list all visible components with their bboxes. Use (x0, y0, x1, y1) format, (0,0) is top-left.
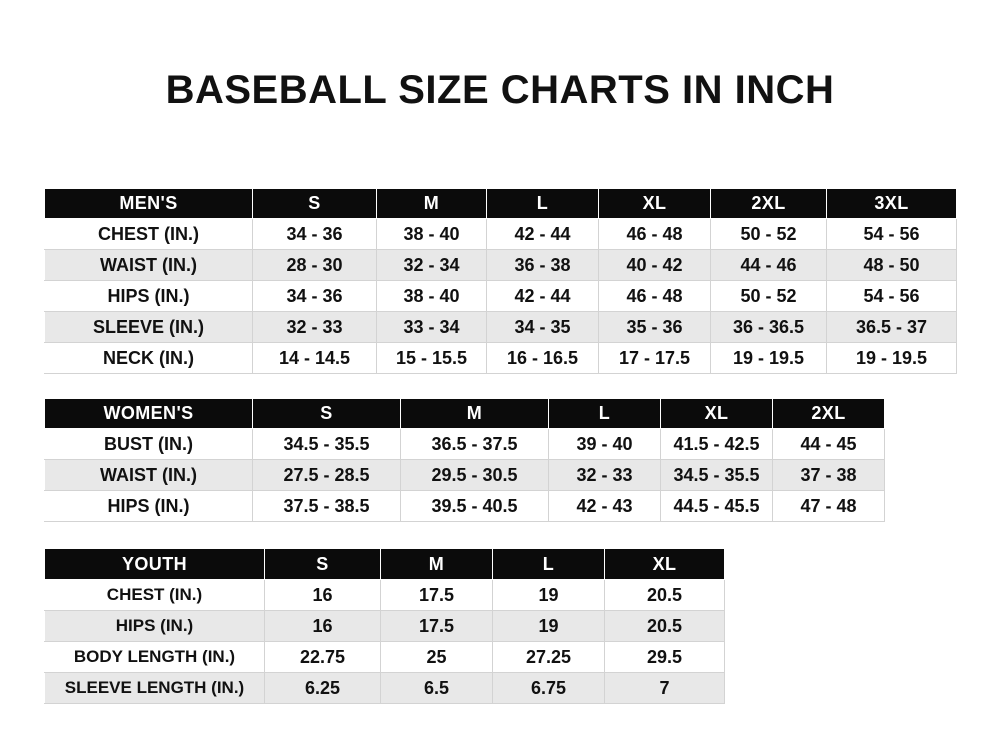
cell: 19 (493, 611, 605, 642)
column-header-2xl: 2XL (711, 189, 827, 219)
cell: 46 - 48 (599, 219, 711, 250)
cell: 37.5 - 38.5 (253, 491, 401, 522)
table-row (45, 429, 885, 460)
table-row (45, 611, 725, 642)
cell: 54 - 56 (827, 281, 957, 312)
table-header-row (45, 399, 885, 429)
cell: 42 - 44 (487, 281, 599, 312)
cell: 27.5 - 28.5 (253, 460, 401, 491)
mens-size-chart (44, 188, 957, 374)
cell: 20.5 (605, 580, 725, 611)
cell: 42 - 43 (549, 491, 661, 522)
cell: 32 - 33 (549, 460, 661, 491)
column-header-m: M (401, 399, 549, 429)
cell: 34 - 36 (253, 281, 377, 312)
cell: 28 - 30 (253, 250, 377, 281)
row-label: CHEST (IN.) (45, 219, 253, 250)
column-header-s: S (265, 549, 381, 580)
column-header-xl: XL (605, 549, 725, 580)
cell: 50 - 52 (711, 219, 827, 250)
row-label: WAIST (IN.) (45, 460, 253, 491)
cell: 34 - 36 (253, 219, 377, 250)
cell: 54 - 56 (827, 219, 957, 250)
cell: 16 (265, 580, 381, 611)
cell: 41.5 - 42.5 (661, 429, 773, 460)
row-label: HIPS (IN.) (45, 491, 253, 522)
cell: 7 (605, 673, 725, 704)
row-label: BODY LENGTH (IN.) (45, 642, 265, 673)
column-header-m: M (381, 549, 493, 580)
column-header-l: L (487, 189, 599, 219)
cell: 34.5 - 35.5 (253, 429, 401, 460)
cell: 50 - 52 (711, 281, 827, 312)
column-header-xl: XL (599, 189, 711, 219)
table-row (45, 491, 885, 522)
cell: 19 - 19.5 (827, 343, 957, 374)
cell: 37 - 38 (773, 460, 885, 491)
cell: 6.5 (381, 673, 493, 704)
cell: 36 - 36.5 (711, 312, 827, 343)
page-title: BASEBALL SIZE CHARTS IN INCH (165, 68, 835, 112)
column-header-s: S (253, 189, 377, 219)
cell: 47 - 48 (773, 491, 885, 522)
table-row (45, 580, 725, 611)
cell: 42 - 44 (487, 219, 599, 250)
table-row (45, 312, 957, 343)
cell: 39.5 - 40.5 (401, 491, 549, 522)
column-header-xl: XL (661, 399, 773, 429)
cell: 34.5 - 35.5 (661, 460, 773, 491)
cell: 29.5 - 30.5 (401, 460, 549, 491)
cell: 16 - 16.5 (487, 343, 599, 374)
row-label: BUST (IN.) (45, 429, 253, 460)
row-label: HIPS (IN.) (45, 611, 265, 642)
row-label: WAIST (IN.) (45, 250, 253, 281)
cell: 44.5 - 45.5 (661, 491, 773, 522)
table-row (45, 343, 957, 374)
table-row (45, 642, 725, 673)
cell: 46 - 48 (599, 281, 711, 312)
cell: 40 - 42 (599, 250, 711, 281)
table-row (45, 219, 957, 250)
cell: 38 - 40 (377, 281, 487, 312)
column-header-2xl: 2XL (773, 399, 885, 429)
row-label: CHEST (IN.) (45, 580, 265, 611)
cell: 17.5 (381, 611, 493, 642)
cell: 14 - 14.5 (253, 343, 377, 374)
cell: 19 (493, 580, 605, 611)
cell: 29.5 (605, 642, 725, 673)
cell: 39 - 40 (549, 429, 661, 460)
cell: 15 - 15.5 (377, 343, 487, 374)
cell: 19 - 19.5 (711, 343, 827, 374)
column-header-l: L (493, 549, 605, 580)
cell: 27.25 (493, 642, 605, 673)
cell: 36.5 - 37 (827, 312, 957, 343)
cell: 6.25 (265, 673, 381, 704)
cell: 6.75 (493, 673, 605, 704)
cell: 48 - 50 (827, 250, 957, 281)
cell: 32 - 34 (377, 250, 487, 281)
table-header-row (45, 189, 957, 219)
table-row (45, 281, 957, 312)
column-header-category: YOUTH (45, 549, 265, 580)
cell: 36 - 38 (487, 250, 599, 281)
cell: 32 - 33 (253, 312, 377, 343)
cell: 33 - 34 (377, 312, 487, 343)
cell: 25 (381, 642, 493, 673)
cell: 34 - 35 (487, 312, 599, 343)
cell: 38 - 40 (377, 219, 487, 250)
womens-size-chart (44, 398, 885, 522)
row-label: HIPS (IN.) (45, 281, 253, 312)
cell: 20.5 (605, 611, 725, 642)
column-header-3xl: 3XL (827, 189, 957, 219)
cell: 16 (265, 611, 381, 642)
cell: 36.5 - 37.5 (401, 429, 549, 460)
column-header-category: MEN'S (45, 189, 253, 219)
cell: 22.75 (265, 642, 381, 673)
row-label: SLEEVE (IN.) (45, 312, 253, 343)
column-header-category: WOMEN'S (45, 399, 253, 429)
youth-size-chart (44, 548, 725, 704)
cell: 17.5 (381, 580, 493, 611)
table-row (45, 250, 957, 281)
column-header-m: M (377, 189, 487, 219)
table-header-row (45, 549, 725, 580)
row-label: SLEEVE LENGTH (IN.) (45, 673, 265, 704)
column-header-l: L (549, 399, 661, 429)
cell: 44 - 45 (773, 429, 885, 460)
row-label: NECK (IN.) (45, 343, 253, 374)
cell: 44 - 46 (711, 250, 827, 281)
table-row (45, 673, 725, 704)
column-header-s: S (253, 399, 401, 429)
cell: 35 - 36 (599, 312, 711, 343)
cell: 17 - 17.5 (599, 343, 711, 374)
table-row (45, 460, 885, 491)
